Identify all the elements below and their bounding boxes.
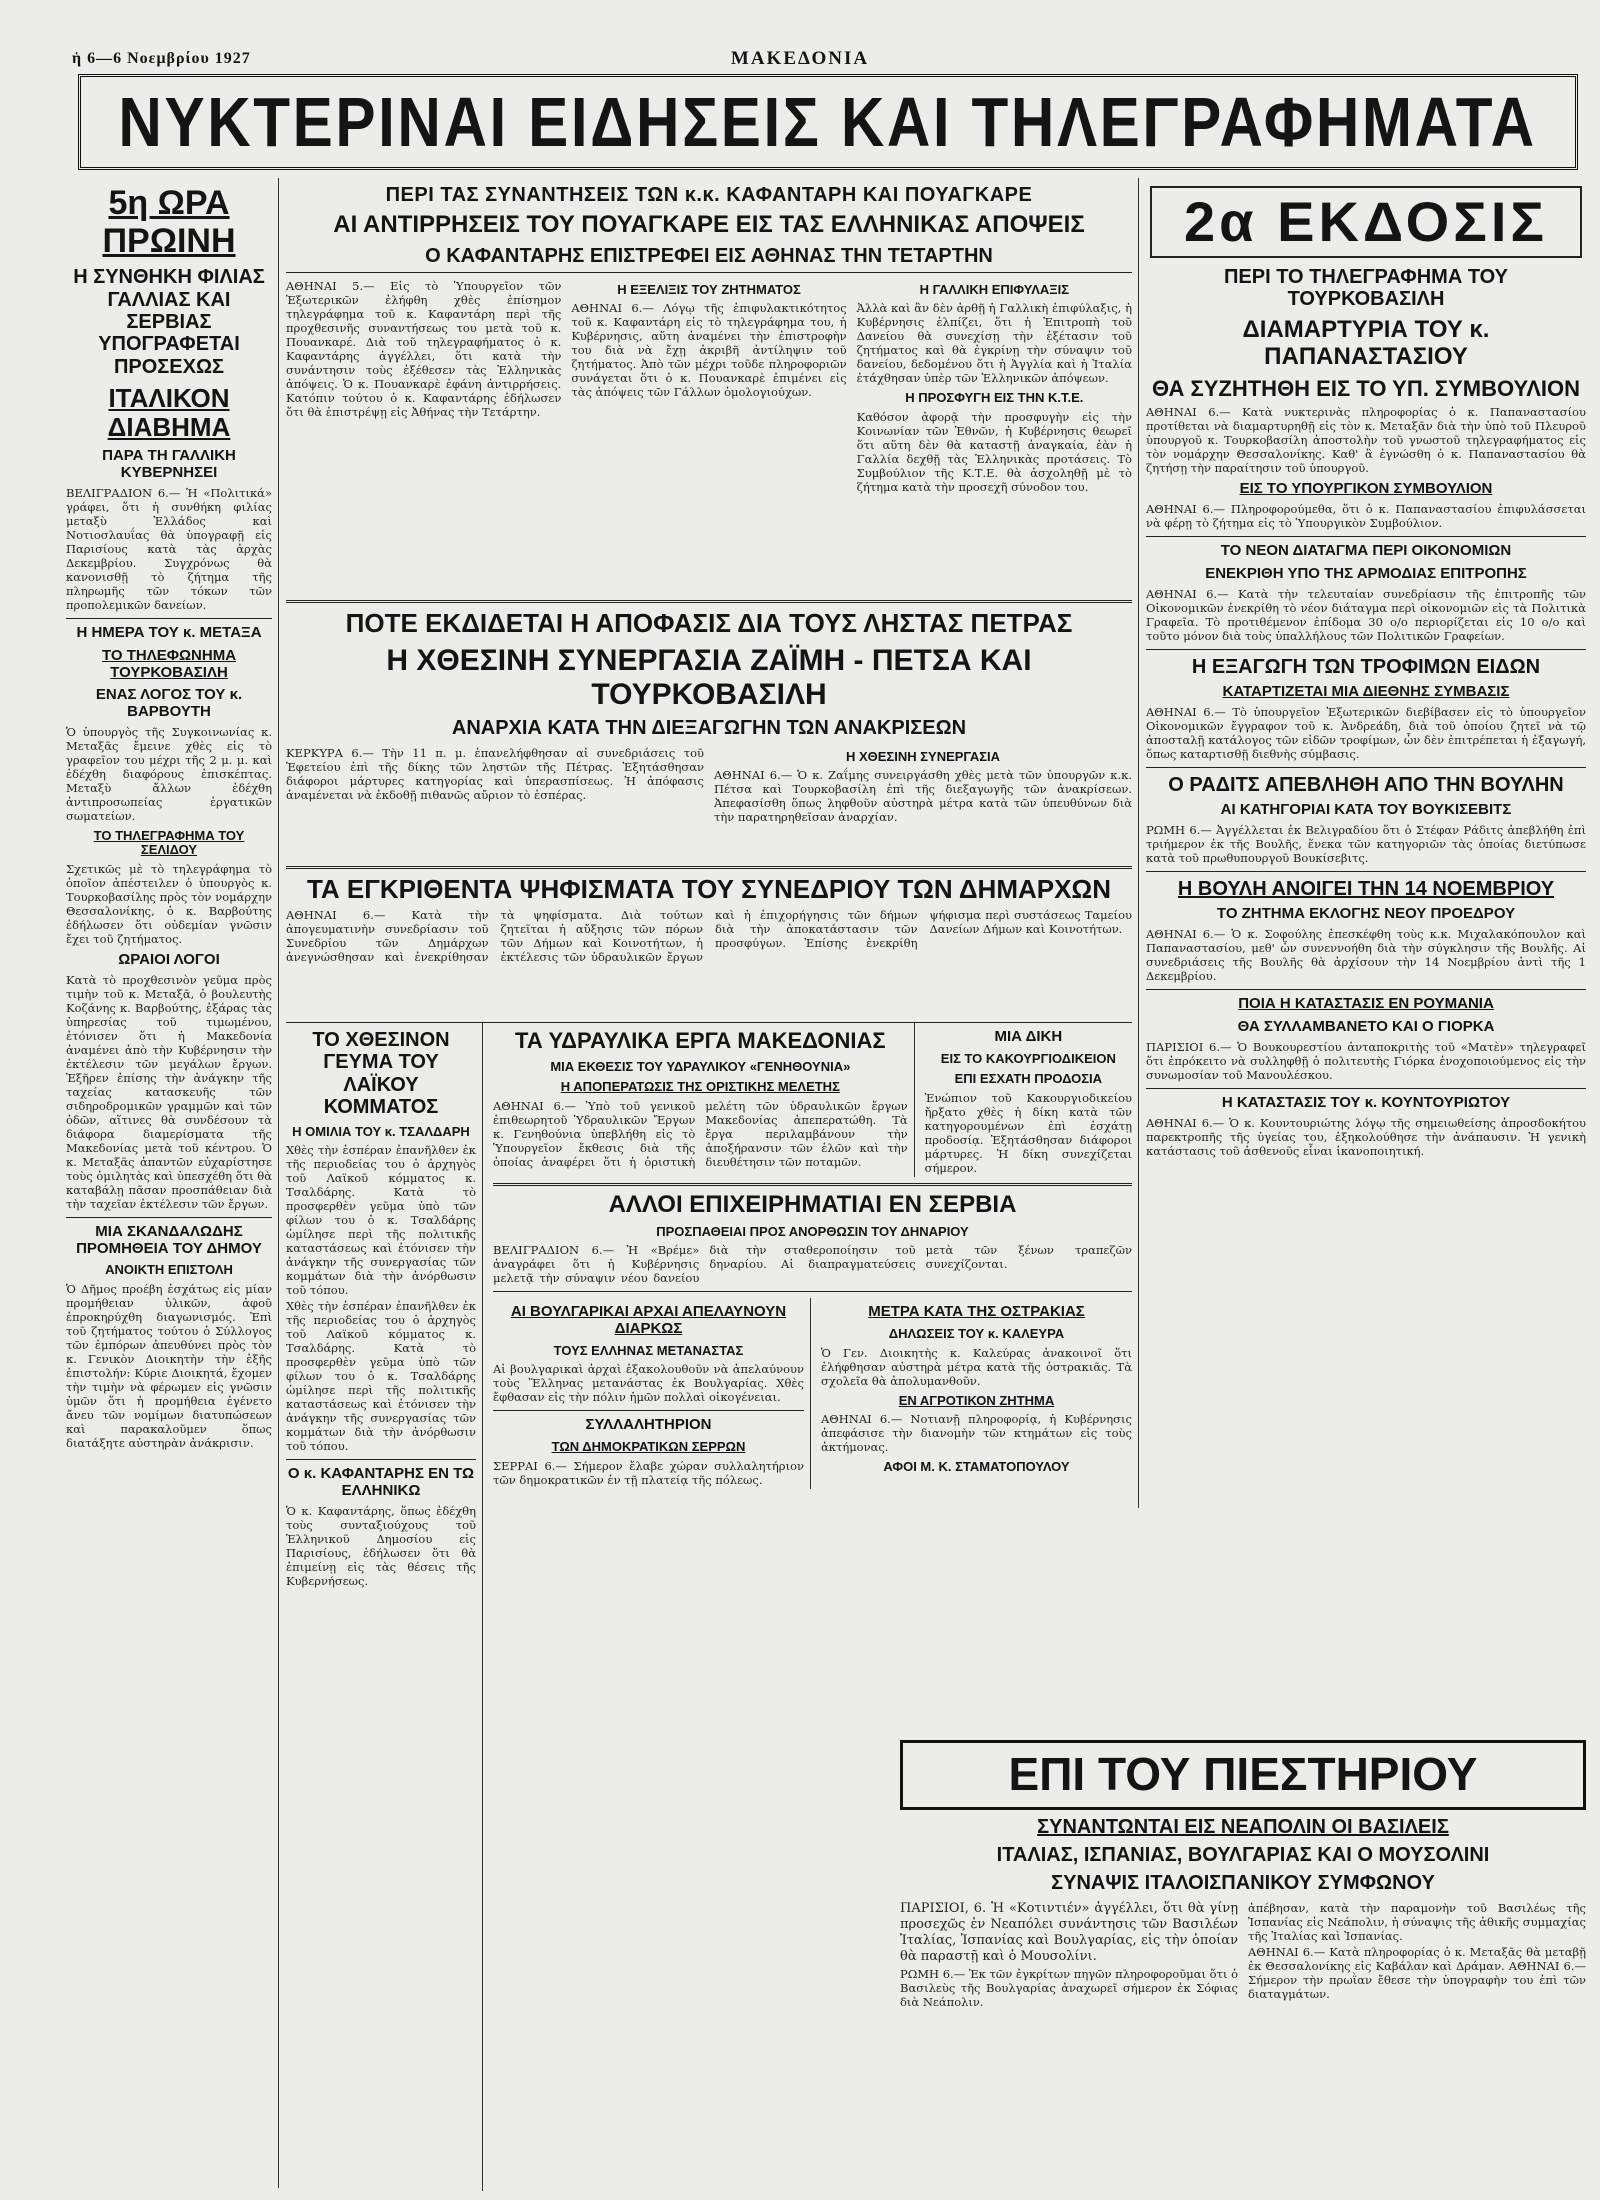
headline: ΤΟ ΤΗΛΕΓΡΑΦΗΜΑ ΤΟΥ ΣΕΛΙΔΟΥ [93, 827, 245, 858]
right-column [1146, 178, 1586, 1508]
article-text: ΑΘΗΝΑΙ 6.— Κατὰ νυκτερινὰς πληροφορίας ὁ κ. Παπαναστασίου προτίθεται νὰ διαμαρτυρηθῇ εἰς τὸν κ. Μεταξᾶν διὰ τὴν ὑπὸ τοῦ Πλευροῦ ὑπουργοῦ κ. Τουρκοβασίλη ἀποστολὴν τοῦ γνωστοῦ τηλεγραφήματος εἰς τὸν νομάρχην Θεσσαλονίκης. Καθ' ἃ ἐγνώσθη ὁ κ. Παπαναστασίου θὰ ζητήσῃ τὴν παραίτησιν τοῦ ὑπουργοῦ. [1146, 405, 1586, 476]
headline: ΘΑ ΣΥΛΛΑΜΒΑΝΕΤΟ ΚΑΙ Ο ΓΙΟΡΚΑ [1237, 1017, 1495, 1035]
subheadline: Η ΧΘΕΣΙΝΗ ΣΥΝΕΡΓΑΣΙΑ [845, 748, 1001, 764]
center-top-article [286, 178, 1132, 588]
subheadline: ΕΙΣ ΤΟ ΥΠΟΥΡΓΙΚΟΝ ΣΥΜΒΟΥΛΙΟΝ [1239, 480, 1493, 498]
press-banner-box [900, 1740, 1586, 1810]
banner-title: ΝΥΚΤΕΡΙΝΑΙ ΕΙΔΗΣΕΙΣ ΚΑΙ ΤΗΛΕΓΡΑΦΗΜΑΤΑ [118, 83, 1538, 161]
subheadline: ΜΙΑ ΕΚΘΕΣΙΣ ΤΟΥ ΥΔΡΑΥΛΙΚΟΥ «ΓΕΝΗΘΟΥΝΙΑ» [550, 1058, 851, 1074]
headline: ΑΙ ΚΑΤΗΓΟΡΙΑΙ ΚΑΤΑ ΤΟΥ ΒΟΥΚΙΣΕΒΙΤΣ [1220, 801, 1512, 819]
divider [1146, 871, 1586, 872]
headline: ΘΑ ΣΥΖΗΤΗΘΗ ΕΙΣ ΤΟ ΥΠ. ΣΥΜΒΟΥΛΙΟΝ [1152, 375, 1580, 401]
headline: ΩΡΑΙΟΙ ΛΟΓΟΙ [118, 951, 220, 968]
left-column [66, 178, 272, 2188]
divider [1146, 536, 1586, 537]
headline: ΠΟΤΕ ΕΚΔΙΔΕΤΑΙ Η ΑΠΟΦΑΣΙΣ ΔΙΑ ΤΟΥΣ ΛΗΣΤΑΣ ΠΕΤΡΑΣ [345, 608, 1073, 638]
dateline: ἡ 6—6 Νοεμβρίου 1927 [72, 50, 251, 67]
article-text: Ἀλλὰ καὶ ἂν δὲν ἀρθῇ ἡ Γαλλικὴ ἐπιφύλαξις, ἡ Κυβέρνησις ἐλπίζει, ὅτι ἡ Ἐπιτροπὴ τοῦ Δανείου θὰ συνεχίσῃ τὴν ἐξέτασιν τοῦ ζητήματος καὶ θὰ ἐγκρίνῃ τὴν σύναψιν τοῦ δανείου, δεδομένου ὅτι ἡ Ἀγγλία καὶ ἡ Ἰταλία ἐτάχθησαν ὑπὲρ τῶν Ἑλληνικῶν ἀπόψεων. [856, 301, 1132, 386]
press-banner-title: ΕΠΙ ΤΟΥ ΠΙΕΣΤΗΡΙΟΥ [1008, 1748, 1478, 1800]
article-text: ΠΑΡΙΣΙΟΙ 6.— Ὁ Βουκουρεστίου ἀνταποκριτὴς τοῦ «Ματὲν» τηλεγραφεῖ ὅτι ἐπρόκειτο νὰ συλληφθῇ ὁ πολιτευτὴς Γιόρκα ἐνοχοποιούμενος εἰς τὴν συνωμοσίαν τοῦ Μανουλέσκου. [1146, 1039, 1586, 1082]
headline: ΜΙΑ ΔΙΚΗ [994, 1028, 1063, 1045]
headline: ΑΙ ΒΟΥΛΓΑΡΙΚΑΙ ΑΡΧΑΙ ΑΠΕΛΑΥΝΟΥΝ ΔΙΑΡΚΩΣ [510, 1303, 787, 1338]
column-rule [278, 178, 279, 2188]
article-text: ΑΘΗΝΑΙ 6.— Ὁ κ. Ζαΐμης συνειργάσθη χθὲς μετὰ τῶν ὑπουργῶν κ.κ. Πέτσα καὶ Τουρκοβασίλη ἐπὶ τῆς διεξαγωγῆς τῶν ἀνακρίσεων. Ἀπεφασίσθη ὅπως ληφθοῦν αὐστηρὰ μέτρα κατὰ τῶν ὑπευθύνων διὰ τὴν παρατηρηθεῖσαν ἀναρχίαν. [714, 768, 1132, 825]
headline: ΠΟΙΑ Η ΚΑΤΑΣΤΑΣΙΣ ΕΝ ΡΟΥΜΑΝΙΑ [1238, 995, 1494, 1013]
divider [1146, 649, 1586, 650]
subheadline: ΤΩΝ ΔΗΜΟΚΡΑΤΙΚΩΝ ΣΕΡΡΩΝ [551, 1439, 746, 1455]
article-text: Χθὲς τὴν ἑσπέραν ἐπανῆλθεν ἐκ τῆς περιοδείας του ὁ ἀρχηγὸς τοῦ Λαϊκοῦ κόμματος κ. Τσαλδάρης. Κατὰ τὸ προσφερθὲν γεῦμα ὑπὸ τῶν φίλων του ὁ κ. Τσαλδάρης ὡμίλησε περὶ τῆς πολιτικῆς καταστάσεως καὶ ἐτόνισεν τὴν ἀνάγκην τῆς συνεργασίας τῶν κομμάτων διὰ τὴν ἀνόρθωσιν τοῦ τόπου. [286, 1299, 476, 1454]
article-text: ΒΕΛΙΓΡΑΔΙΟΝ 6.— Ἡ «Βρέμε» ἀναγράφει ὅτι ἡ Κυβέρνησις μελετᾷ τὴν σύναψιν νέου δανείου διὰ τὴν σταθεροποίησιν τοῦ δηναρίου. Αἱ διαπραγματεύσεις μετὰ τῶν ξένων τραπεζῶν συνεχίζονται. [493, 1243, 1132, 1286]
headline: Η ΕΞΑΓΩΓΗ ΤΩΝ ΤΡΟΦΙΜΩΝ ΕΙΔΩΝ [1191, 655, 1541, 678]
article-text: ΑΘΗΝΑΙ 6.— Τὸ ὑπουργεῖον Ἐξωτερικῶν διεβίβασεν εἰς τὸ ὑπουργεῖον Οἰκονομικῶν ἔγγραφον τοῦ κ. Ἀνδρεάδη, διὰ τοῦ ὁποίου ζητεῖ νὰ τῷ ἀποσταλῇ κατάλογος τῶν εἰδῶν τροφίμων, ὧν δὲν ἐπιτρέπεται ἡ ἐξαγωγή, ὅπως καταρτισθῇ διεθνὴς σύμβασις. [1146, 704, 1586, 761]
headline: ΤΟ ΤΗΛΕΦΩΝΗΜΑ ΤΟΥΡΚΟΒΑΣΙΛΗ [101, 646, 237, 681]
article-text: Ἐνώπιον τοῦ Κακουργιοδικείου ἤρξατο χθὲς ἡ δίκη κατὰ τῶν κατηγορουμένων ἐπὶ ἐσχάτῃ προδοσίᾳ. Ἐξητάσθησαν διάφοροι μάρτυρες. Ἡ δίκη συνεχίζεται σήμερον. [924, 1090, 1132, 1175]
center-article-petras [286, 600, 1132, 863]
divider [66, 1217, 272, 1218]
article-text: ΑΘΗΝΑΙ 6.— Κατὰ πληροφορίας ὁ κ. Μεταξᾶς θὰ μεταβῇ ἐκ Θεσσαλονίκης εἰς Καβάλαν καὶ Δράμαν. ΑΘΗΝΑΙ 6.— Σήμερον τὴν πρωῒαν ἔθεσε τὴν ὑπογραφὴν του ἐπὶ τῶν διαταγμάτων. [1248, 1944, 1586, 2001]
headline: ΤΟ ΝΕΟΝ ΔΙΑΤΑΓΜΑ ΠΕΡΙ ΟΙΚΟΝΟΜΙΩΝ [1220, 541, 1512, 559]
divider [1146, 767, 1586, 768]
article-text: ΠΑΡΙΣΙΟΙ, 6. Ἡ «Κοτιντιέν» ἀγγέλλει, ὅτι θὰ γίνῃ προσεχῶς ἐν Νεαπόλει συνάντησις τῶν Βασιλέων Ἰταλίας, Ἰσπανίας καὶ Βουλγαρίας, εἰς τὴν ὁποίαν θὰ παραστῇ καὶ ὁ Μουσολίνι. [900, 1900, 1238, 1964]
divider [493, 1291, 1132, 1292]
article-text: ΑΘΗΝΑΙ 5.— Εἰς τὸ Ὑπουργεῖον τῶν Ἐξωτερικῶν ἐλήφθη χθὲς ἐπίσημον τηλεγράφημα τοῦ κ. Καφαντάρη περὶ τῆς προχθεσινῆς συναντήσεως του μετὰ τοῦ κ. Πουανκαρέ. Διὰ τοῦ τηλεγραφήματος ὁ κ. Καφαντάρης ἀγγέλλει, ὅτι κατὰ τὴν συνάντησιν τοὺς ἐξέθεσεν τὰς Ἑλληνικὰς ἀπόψεις. Ὁ κ. Πουανκαρὲ ἐφάνη ἀντιρρήσεις. Κατόπιν τούτου ὁ κ. Καφαντάρης ἐδήλωσεν ὅτι θὰ ἐπιστρέψῃ εἰς Ἀθήνας τὴν Τετάρτην. [286, 278, 562, 419]
headline: ΔΙΑΜΑΡΤΥΡΙΑ ΤΟΥ κ. ΠΑΠΑΝΑΣΤΑΣΙΟΥ [1242, 315, 1490, 370]
article-text: ΑΘΗΝΑΙ 6.— Ὁ κ. Κουντουριώτης λόγῳ τῆς σημειωθείσης ἀπροσδοκήτου παρεκτροπῆς τῆς ὑγείας του, ἐξηκολούθησε τὴν ἀνάπαυσιν. Ἡ γενικὴ κατάστασις τοῦ ἀσθενοῦς εἶναι ἱκανοποιητική. [1146, 1115, 1586, 1158]
headline: ΤΑ ΕΓΚΡΙΘΕΝΤΑ ΨΗΦΙΣΜΑΤΑ ΤΟΥ ΣΥΝΕΔΡΙΟΥ ΤΩΝ ΔΗΜΑΡΧΩΝ [306, 874, 1112, 904]
headline: ΕΝΑΣ ΛΟΓΟΣ ΤΟΥ κ. ΒΑΡΒΟΥΤΗ [95, 686, 243, 721]
subheadline: ΠΡΟΣΠΑΘΕΙΑΙ ΠΡΟΣ ΑΝΟΡΘΩΣΙΝ ΤΟΥ ΔΗΝΑΡΙΟΥ [656, 1223, 969, 1239]
headline: Η ΚΑΤΑΣΤΑΣΙΣ ΤΟΥ κ. ΚΟΥΝΤΟΥΡΙΩΤΟΥ [1221, 1093, 1511, 1111]
article-text: ΑΘΗΝΑΙ 6.— Νοτιανῇ πληροφορίᾳ, ἡ Κυβέρνησις ἀπεφάσισε τὴν διανομὴν τῶν κτημάτων εἰς τοὺς ἀκτήμονας. [821, 1412, 1132, 1455]
headline: ΚΑΤΑΡΤΙΖΕΤΑΙ ΜΙΑ ΔΙΕΘΝΗΣ ΣΥΜΒΑΣΙΣ [1222, 682, 1510, 700]
headline: ΜΙΑ ΣΚΑΝΔΑΛΩΔΗΣ ΠΡΟΜΗΘΕΙΑ ΤΟΥ ΔΗΜΟΥ [76, 1222, 262, 1257]
article-text: ΚΕΡΚΥΡΑ 6.— Τὴν 11 π. μ. ἐπανελήφθησαν αἱ συνεδριάσεις τοῦ Ἐφετείου ἐπὶ τῆς δίκης τῶν ληστῶν τῆς Πέτρας. Ἐξητάσθησαν διάφοροι μάρτυρες κατηγορίας καὶ ὑπερασπίσεως. Ἡ ἀπόφασις ἀναμένεται νὰ ἐκδοθῇ πιθανῶς αὔριον τὸ ἑσπέρας. [286, 745, 704, 802]
headline: ΑΙ ΑΝΤΙΡΡΗΣΕΙΣ ΤΟΥ ΠΟΥΑΓΚΑΡΕ ΕΙΣ ΤΑΣ ΕΛΛΗΝΙΚΑΣ ΑΠΟΨΕΙΣ [333, 211, 1085, 239]
subheadline: ΕΝ ΑΓΡΟΤΙΚΟΝ ΖΗΤΗΜΑ [898, 1392, 1055, 1408]
subheadline: Η ΕΞΕΛΙΞΙΣ ΤΟΥ ΖΗΤΗΜΑΤΟΣ [617, 281, 801, 297]
subheadline: ΤΟΥΣ ΕΛΛΗΝΑΣ ΜΕΤΑΝΑΣΤΑΣ [553, 1342, 744, 1358]
article-text: ἀπέβησαν, κατὰ τὴν παραμονὴν τοῦ Βασιλέως τῆς Ἰσπανίας εἰς Νεάπολιν, ἡ σύναψις τῆς ἀθικῆς συμμαχίας τῆς Ἰταλίας καὶ Ἰσπανίας. [1248, 1900, 1586, 1943]
headline: ΙΤΑΛΙΚΟΝ ΔΙΑΒΗΜΑ [107, 383, 231, 443]
press-late-news [900, 1740, 1586, 2190]
divider [493, 1410, 804, 1411]
article-text: Καθόσον ἀφορᾷ τὴν προσφυγὴν εἰς τὴν Κοινωνίαν τῶν Ἐθνῶν, ἡ Κυβέρνησις θεωρεῖ ὅτι αὕτη δὲν θὰ καταστῇ ἀναγκαία, ἐὰν ἡ Γαλλία δεχθῇ τὰς Ἑλληνικὰς προτάσεις. Τὸ Συμβούλιον τῆς Κ.Τ.Ε. θὰ ἀσχοληθῇ μὲ τὸ ζήτημα κατὰ τὴν προσεχῆ σύνοδον του. [856, 409, 1132, 494]
paper-name: ΜΑΚΕΔΟΝΙΑ [730, 48, 870, 69]
headline: ΠΕΡΙ ΤΑΣ ΣΥΝΑΝΤΗΣΕΙΣ ΤΩΝ κ.κ. ΚΑΦΑΝΤΑΡΗ ΚΑΙ ΠΟΥΑΓΚΑΡΕ [385, 184, 1033, 206]
headline: ΑΛΛΟΙ ΕΠΙΧΕΙΡΗΜΑΤΙΑΙ ΕΝ ΣΕΡΒΙΑ [608, 1190, 1017, 1218]
article-text: Ὁ ὑπουργὸς τῆς Συγκοινωνίας κ. Μεταξᾶς ἔμεινε χθὲς εἰς τὸ γραφεῖον του μέχρι τῆς 2 μ. μ. καὶ ἐδέχθη διαφόρους ἐπισκέπτας. Μεταξὺ ἄλλων ἐδέχθη ἀντιπροσωπείας ἐργατικῶν σωματείων. [66, 724, 272, 823]
headline: ΤΟ ΖΗΤΗΜΑ ΕΚΛΟΓΗΣ ΝΕΟΥ ΠΡΟΕΔΡΟΥ [1216, 905, 1516, 923]
headline: ΠΑΡΑ ΤΗ ΓΑΛΛΙΚΗ ΚΥΒΕΡΝΗΣΕΙ [102, 447, 236, 482]
headline: ΑΝΟΙΚΤΗ ΕΠΙΣΤΟΛΗ [105, 1262, 233, 1278]
article-text: Αἱ βουλγαρικαὶ ἀρχαὶ ἐξακολουθοῦν νὰ ἀπελαύνουν τοὺς Ἕλληνας μετανάστας ἐκ Βουλγαρίας. Χθὲς ἔφθασαν εἰς τὴν πόλιν ἡμῶν πολλαὶ οἰκογένειαι. [493, 1362, 804, 1405]
second-edition-title: 2α ΕΚΔΟΣΙΣ [1184, 190, 1548, 253]
article-text: Χθὲς τὴν ἑσπέραν ἐπανῆλθεν ἐκ τῆς περιοδείας του ὁ ἀρχηγὸς τοῦ Λαϊκοῦ κόμματος κ. Τσαλδάρης. Κατὰ τὸ προσφερθὲν γεῦμα ὑπὸ τῶν φίλων του ὁ κ. Τσαλδάρης ὡμίλησε περὶ τῆς πολιτικῆς καταστάσεως καὶ ἐτόνισεν τὴν ἀνάγκην τῆς συνεργασίας τῶν κομμάτων διὰ τὴν ἀνόρθωσιν τοῦ τόπου. [286, 1143, 476, 1298]
subheadline: ΕΠΙ ΕΣΧΑΤΗ ΠΡΟΔΟΣΙΑ [954, 1071, 1103, 1087]
headline-banner [78, 74, 1578, 170]
subheadline: Η ΓΑΛΛΙΚΗ ΕΠΙΦΥΛΑΞΙΣ [919, 281, 1070, 297]
center-article-mayors [286, 866, 1132, 1019]
article-text: ΑΘΗΝΑΙ 6.— Ὑπὸ τοῦ γενικοῦ ἐπιθεωρητοῦ Ὑδραυλικῶν Ἔργων κ. Γενηθούνια ὑπεβλήθη εἰς τὸ Ὑπουργεῖον ἔκθεσις διὰ τῆς ὁποίας ἀναφέρει ὅτι ἡ ὁριστικὴ μελέτη τῶν ὑδραυλικῶν ἔργων Μακεδονίας ἀπεπερατώθη. Τὰ ἔργα περιλαμβάνουν τὴν ἀποξήρανσιν τῶν ἑλῶν καὶ τὴν διευθέτησιν τῶν ποταμῶν. [493, 1098, 908, 1169]
divider [1146, 989, 1586, 990]
article-text: Ὁ Δῆμος προέβη ἐσχάτως εἰς μίαν προμήθειαν ὑλικῶν, ἀφοῦ ἐπροκηρύχθη διαγωνισμός. Ἐπὶ τοῦ ζητήματος τούτου ὁ Σύλλογος τῶν ἐμπόρων ἀπευθύνει πρὸς τὸν κ. Γενικὸν Διοικητὴν τὴν ἑξῆς ἐπιστολήν: Κύριε Διοικητά, ἔχομεν τὴν τιμὴν νὰ φέρωμεν εἰς γνῶσιν ὑμῶν ὅτι ἡ προμήθεια ἐγένετο ἄνευ τῶν νομίμων διατυπώσεων καὶ παρακαλοῦμεν ὅπως διατάξητε αὐστηρὰν ἀνάκρισιν. [66, 1281, 272, 1450]
subheadline: Η ΠΡΟΣΦΥΓΗ ΕΙΣ ΤΗΝ Κ.Τ.Ε. [905, 390, 1084, 406]
article-text: ΡΩΜΗ 6.— Ἐκ τῶν ἐγκρίτων πηγῶν πληροφοροῦμαι ὅτι ὁ Βασιλεὺς τῆς Βουλγαρίας ἀναχωρεῖ σήμερον ἐκ Σόφιας διὰ Νεάπολιν. [900, 1966, 1238, 2009]
headline: Η ΣΥΝΘΗΚΗ ΦΙΛΙΑΣ ΓΑΛΛΙΑΣ ΚΑΙ ΣΕΡΒΙΑΣ ΥΠΟΓΡΑΦΕΤΑΙ ΠΡΟΣΕΧΩΣ [73, 266, 265, 378]
article-text: Κατὰ τὸ προχθεσινὸν γεῦμα πρὸς τιμὴν τοῦ κ. Μεταξᾶ, ὁ βουλευτὴς Κοζάνης κ. Βαρβούτης, ἐξάρας τὰς ὑπηρεσίας τοῦ τιμωμένου, ἐτόνισεν ὅτι ἡ Μακεδονία ἀναμένει ἀπὸ τὴν Κυβέρνησιν τὴν ἐκτέλεσιν τῶν μεγάλων ἔργων. Ἐξῆρεν ἐπίσης τὴν ἀνάγκην τῆς ταχείας κατασκευῆς τῶν σιδηροδρομικῶν γραμμῶν καὶ τῶν ὁδῶν, αἵτινες θὰ συνδέσουν τὰ διάφορα διαμερίσματα τῆς Μακεδονίας μετὰ τοῦ κέντρου. Ὁ κ. Μεταξᾶς ἀπαντῶν εὐχαρίστησε τοὺς ὁμιλητὰς καὶ ὑπεσχέθη ὅτι θὰ καταβάλῃ πᾶσαν προσπάθειαν διὰ τὴν ταχεῖαν ἐκτέλεσιν τῶν ἔργων. [66, 972, 272, 1211]
headline: ΣΥΝΑΨΙΣ ΙΤΑΛΟΙΣΠΑΝΙΚΟΥ ΣΥΜΦΩΝΟΥ [1051, 1872, 1435, 1895]
article-text: ΣΕΡΡΑΙ 6.— Σήμερον ἔλαβε χώραν συλλαλητήριον τῶν δημοκρατικῶν ἐν τῇ πλατείᾳ τῆς πόλεως. [493, 1458, 804, 1487]
subheadline: Η ΑΠΟΠΕΡΑΤΩΣΙΣ ΤΗΣ ΟΡΙΣΤΙΚΗΣ ΜΕΛΕΤΗΣ [560, 1079, 840, 1095]
headline: ΤΟ ΧΘΕΣΙΝΟΝ ΓΕΥΜΑ ΤΟΥ ΛΑΪΚΟΥ ΚΟΜΜΑΤΟΣ [312, 1029, 450, 1119]
headline: Η ΒΟΥΛΗ ΑΝΟΙΓΕΙ ΤΗΝ 14 ΝΟΕΜΒΡΙΟΥ [1177, 877, 1555, 900]
article-text: ΡΩΜΗ 6.— Ἀγγέλλεται ἐκ Βελιγραδίου ὅτι ὁ Στέφαν Ράδιτς ἀπεβλήθη ἐπὶ τριήμερον ἐκ τῆς Βουλῆς, ἕνεκα τῶν κατηγοριῶν τὰς ὁποίας διετύπωσε κατὰ τοῦ πρωθυπουργοῦ Βουκίσεβιτς. [1146, 822, 1586, 865]
article-text: Ὁ Γεν. Διοικητὴς κ. Καλεύρας ἀνακοινοῖ ὅτι ἐλήφθησαν αὐστηρὰ μέτρα κατὰ τῆς ὀστρακιᾶς. Τὰ σχολεῖα θὰ ἀπολυμανθοῦν. [821, 1345, 1132, 1388]
article-text: ΑΘΗΝΑΙ 6.— Κατὰ τὴν τελευταίαν συνεδρίασιν τῆς ἐπιτροπῆς τῶν Οἰκονομικῶν ἐνεκρίθη τὸ νέον διάταγμα περὶ οἰκονομιῶν εἰς τὰ Πολιτικὰ Γραφεῖα. Τὸ προτιθέμενον ἐπίδομα 30 ο/ο περιορίζεται εἰς 10 ο/ο καὶ τοῦτο μόνον διὰ τοὺς ὑπαλλήλους τῶν Πολιτικῶν Γραφείων. [1146, 586, 1586, 643]
headline: Ο ΡΑΔΙΤΣ ΑΠΕΒΛΗΘΗ ΑΠΟ ΤΗΝ ΒΟΥΛΗΝ [1168, 773, 1564, 796]
headline: Η ΗΜΕΡΑ ΤΟΥ κ. ΜΕΤΑΞΑ [76, 623, 262, 641]
headline: ΕΝΕΚΡΙΘΗ ΥΠΟ ΤΗΣ ΑΡΜΟΔΙΑΣ ΕΠΙΤΡΟΠΗΣ [1205, 564, 1527, 582]
headline: ΑΝΑΡΧΙΑ ΚΑΤΑ ΤΗΝ ΔΙΕΞΑΓΩΓΗΝ ΤΩΝ ΑΝΑΚΡΙΣΕΩΝ [451, 717, 967, 740]
subheadline: Η ΟΜΙΛΙΑ ΤΟΥ κ. ΤΣΑΛΔΑΡΗ [292, 1123, 470, 1139]
divider [1146, 1088, 1586, 1089]
article-text: Σχετικῶς μὲ τὸ τηλεγράφημα τὸ ὁποῖον ἀπέστειλεν ὁ ὑπουργὸς κ. Τουρκοβασίλης πρὸς τὸν νομάρχην Θεσσαλονίκης, ὁ κ. Βαρβούτης ἐδήλωσεν ὅτι οὐδεμίαν γνῶσιν ἔχει τοῦ ζητήματος. [66, 862, 272, 946]
headline: ΠΕΡΙ ΤΟ ΤΗΛΕΓΡΑΦΗΜΑ ΤΟΥ ΤΟΥΡΚΟΒΑΣΙΛΗ [1223, 266, 1509, 311]
headline: ΙΤΑΛΙΑΣ, ΙΣΠΑΝΙΑΣ, ΒΟΥΛΓΑΡΙΑΣ ΚΑΙ Ο ΜΟΥΣΟΛΙΝΙ [996, 1843, 1490, 1866]
subheadline: ΕΙΣ ΤΟ ΚΑΚΟΥΡΓΙΟΔΙΚΕΙΟΝ [940, 1050, 1116, 1066]
article-text: ΑΘΗΝΑΙ 6.— Πληροφορούμεθα, ὅτι ὁ κ. Παπαναστασίου ἐπιφυλάσσεται νὰ φέρῃ τὸ ζήτημα εἰς τὸ Ὑπουργικὸν Συμβούλιον. [1146, 501, 1586, 530]
headline: ΣΥΛΛΑΛΗΤΗΡΙΟΝ [585, 1416, 712, 1434]
divider [286, 1459, 476, 1460]
headline: Ο ΚΑΦΑΝΤΑΡΗΣ ΕΠΙΣΤΡΕΦΕΙ ΕΙΣ ΑΘΗΝΑΣ ΤΗΝ ΤΕΤΑΡΤΗΝ [286, 245, 1132, 272]
column-rule [1138, 178, 1139, 1508]
article-text: ΑΘΗΝΑΙ 6.— Λόγῳ τῆς ἐπιφυλακτικότητος τοῦ κ. Καφαντάρη εἰς τὸ τηλεγράφημα του, ἡ Κυβέρνησις, αὕτη ἀναμένει τὴν ἐπιστροφὴν του διὰ νὰ ἔχῃ ἀκριβῆ ἀντίληψιν τοῦ ζητήματος. Ἀπὸ τῶν μέχρι τοῦδε πληροφοριῶν συνάγεται ὅτι ὁ κ. Πουανκαρὲ ἐπιμένει εἰς τὰς ἀπόψεις τῶν Γάλλων ὁμολογιούχων. [571, 301, 847, 400]
second-edition-box [1150, 186, 1582, 258]
article-text: ΒΕΛΙΓΡΑΔΙΟΝ 6.— Ἡ «Πολιτικά» γράφει, ὅτι ἡ συνθήκη φιλίας μεταξὺ Ἑλλάδος καὶ Νοτιοσλαυΐας θὰ ὑπογραφῇ εἰς Παρισίους κατὰ τὰς ἀρχὰς Δεκεμβρίου. Συγχρόνως θὰ κανονισθῇ τὸ ζήτημα τῆς πληρωμῆς τῶν τόκων τῶν προπολεμικῶν δανείων. [66, 485, 272, 612]
divider [493, 1183, 1132, 1186]
article-text: Ὁ κ. Καφαντάρης, ὅπως ἐδέχθη τοὺς συνταξιούχους τοῦ Ἑλληνικοῦ Δημοσίου εἰς Παρισίους, ἐδήλωσεν ὅτι θὰ ἐπιμείνῃ εἰς τὰς θέσεις τῆς Κυβερνήσεως. [286, 1503, 476, 1588]
signature: ΑΦΟΙ Μ. Κ. ΣΤΑΜΑΤΟΠΟΥΛΟΥ [883, 1459, 1070, 1475]
divider [66, 618, 272, 619]
headline: 5η ΩΡΑ ΠΡΩΙΝΗ [102, 184, 236, 261]
sub-column [286, 1023, 483, 2191]
headline: ΣΥΝΑΝΤΩΝΤΑΙ ΕΙΣ ΝΕΑΠΟΛΙΝ ΟΙ ΒΑΣΙΛΕΙΣ [1037, 1815, 1449, 1838]
headline: ΤΑ ΥΔΡΑΥΛΙΚΑ ΕΡΓΑ ΜΑΚΕΔΟΝΙΑΣ [515, 1028, 886, 1053]
article-text: ΑΘΗΝΑΙ 6.— Ὁ κ. Σοφούλης ἐπεσκέφθη τοὺς κ.κ. Μιχαλακόπουλον καὶ Παπαναστασίου, μεθ' ὧν συνεννοήθη διὰ τὴν σύγκλησιν τῆς Βουλῆς. Αἱ συνεδριάσεις τῆς Βουλῆς θὰ ἀρχίσουν τὴν 14 Νοεμβρίου ἀντὶ τῆς 1 Δεκεμβρίου. [1146, 927, 1586, 984]
subheadline: ΔΗΛΩΣΕΙΣ ΤΟΥ κ. ΚΑΛΕΥΡΑ [888, 1326, 1065, 1342]
headline: Ο κ. ΚΑΦΑΝΤΑΡΗΣ ΕΝ ΤΩ ΕΛΛΗΝΙΚΩ [287, 1465, 475, 1499]
headline: Η ΧΘΕΣΙΝΗ ΣΥΝΕΡΓΑΣΙΑ ΖΑΪΜΗ - ΠΕΤΣΑ ΚΑΙ ΤΟΥΡΚΟΒΑΣΙΛΗ [386, 644, 1032, 711]
headline: ΜΕΤΡΑ ΚΑΤΑ ΤΗΣ ΟΣΤΡΑΚΙΑΣ [868, 1303, 1085, 1321]
article-text: ΑΘΗΝΑΙ 6.— Κατὰ τὴν ἀπογευματινὴν συνεδρίασιν τοῦ Συνεδρίου τῶν Δημάρχων ἀνεγνώσθησαν καὶ ἐνεκρίθησαν τὰ ψηφίσματα. Διὰ τούτων ζητεῖται ἡ αὔξησις τῶν πόρων τῶν Δήμων καὶ Κοινοτήτων, ἡ ἐκτέλεσις τῶν ὑδραυλικῶν ἔργων καὶ ἡ ἐπιχορήγησις τῶν δήμων διὰ τὴν ἀποκατάστασιν τῶν προσφύγων. Ἐπίσης ἐνεκρίθη ψήφισμα περὶ συστάσεως Ταμείου Δανείων Δήμων καὶ Κοινοτήτων. [286, 908, 1132, 965]
